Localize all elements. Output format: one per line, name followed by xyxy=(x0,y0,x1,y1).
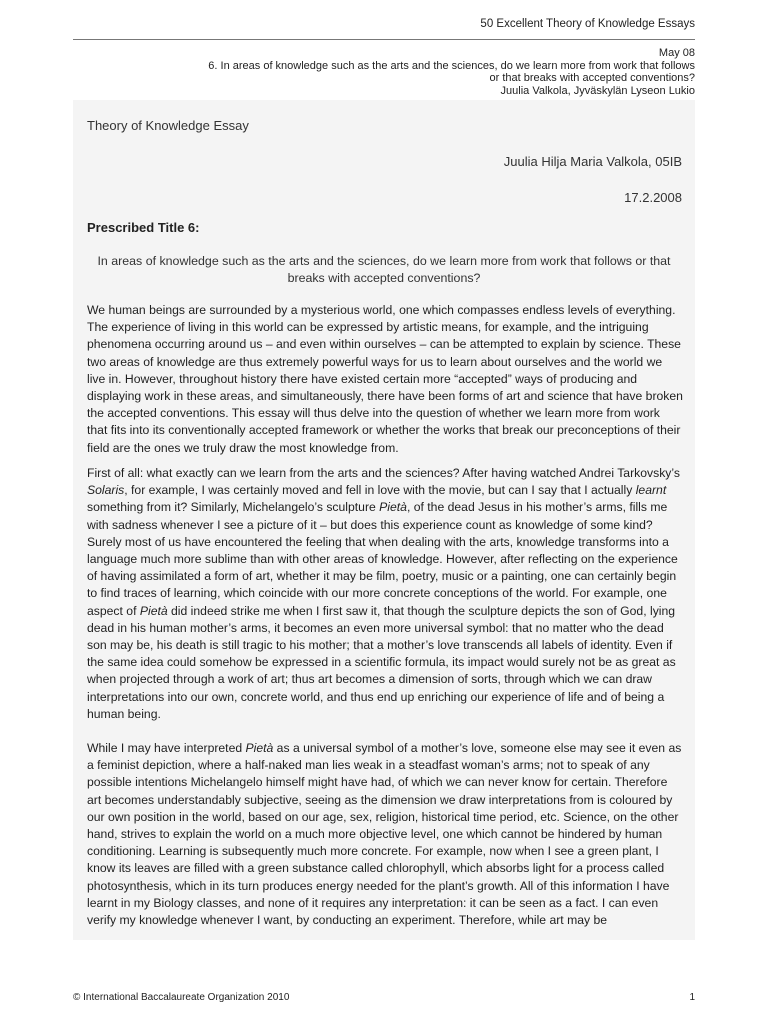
essay-question: In areas of knowledge such as the arts and the sciences, do we learn more from work that follows or that breaks with accepted conventions? xyxy=(97,254,671,285)
header-divider xyxy=(73,39,695,40)
sculpture-title: Pietà xyxy=(379,500,407,515)
text-span: First of all: what exactly can we learn from the arts and the sciences? After having watched Andrei Tarkovsky’s xyxy=(87,466,680,480)
text-span: did indeed strike me when I first saw it, that though the sculpture depicts the son of God, lying dead in his human mother’s arms, it becomes an even more universal symbol: that no matter who the dead son may be, his death is still tragic to his mother; that a mother’s love transcends all labels of identity. Even if the same idea could somehow be expressed in a scientific formula, its impact would surely not be as great as when projected through a work of art; thus art becomes a dimension of sorts, through which we can draw interpretations into our own, concrete world, and thus end up enriching our experience of life and of being a human being. xyxy=(87,603,676,721)
prescribed-title: Prescribed Title 6: xyxy=(87,220,200,235)
paragraph-1: We human beings are surrounded by a mysterious world, one which compasses endless levels of everything. The experience of living in this world can be expressed by artistic means, for example, and the intriguing phenomena occurring around us – and even within ourselves – can be attempted to explain by science. These two areas of knowledge are thus extremely powerful ways for us to learn about ourselves and the world we live in. However, throughout history there have existed certain more “accepted” ways of producing and displaying work in these areas, and simultaneously, there have been forms of art and science that have broken the accepted conventions. This essay will thus delve into the question of whether we learn more from work that fits into its conventionally accepted framework or whether the works that break our preconceptions of their field are the ones we truly draw the most knowledge from. xyxy=(87,303,683,455)
essay-author: Juulia Hilja Maria Valkola, 05IB xyxy=(503,154,682,169)
text-span: While I may have interpreted xyxy=(87,741,246,755)
session: May 08 xyxy=(658,47,695,59)
book-title: 50 Excellent Theory of Knowledge Essays xyxy=(480,18,695,30)
copyright: © International Baccalaureate Organization 2010 xyxy=(73,992,290,1003)
text-span: , of the dead Jesus in his mother’s arms, fills me with sadness whenever I see a picture of it – but does this experience count as knowledge of some kind? Surely most of us have encountered the feeling that when dealing with the arts, knowledge transforms into a language much more sublime than with other areas of knowledge. However, after reflecting on the experience of having assimilated a form of art, whether it may be film, poetry, music or a painting, one can certainly begin to find traces of learning, which coincide with our more concrete conceptions of the world. For example, one aspect of xyxy=(87,500,678,618)
text-span: , for example, I was certainly moved and fell in love with the movie, but can I say that I actually xyxy=(124,483,636,498)
text-span: as a universal symbol of a mother’s love, someone else may see it even as a feminist depiction, where a half-naked man lies weak in a steadfast woman’s arms; not to speak of any possible intentions Michelangelo himself might have had, of which we can never know for certain. Therefore art becomes understandably subjective, seeing as the dimension we draw interpretations from is coloured by our own position in the world, based on our age, sex, religion, historical time period, etc. Science, on the other hand, strives to explain the world on a much more objective level, one which cannot be hindered by human conditioning. Learning is subsequently much more concrete. For example, now when I see a green plant, I know its leaves are filled with a green substance called chlorophyll, which absorbs light for a process called photosynthesis, which in its turn produces energy needed for the plant’s growth. All of this information I have learnt in my Biology classes, and none of it requires any interpretation: it can be seen as a fact. I can even verify my knowledge whenever I want, by conducting an experiment. Therefore, while art may be xyxy=(87,741,682,928)
emphasis: learnt xyxy=(635,483,667,498)
paragraph-3 xyxy=(87,740,683,930)
sculpture-title: Pietà xyxy=(139,603,168,618)
essay-date: 17.2.2008 xyxy=(624,190,682,205)
paragraph-2 xyxy=(87,465,683,723)
text-span: something from it? Similarly, Michelangelo’s sculpture xyxy=(87,500,380,515)
essay-label: Theory of Knowledge Essay xyxy=(87,118,249,133)
page-number: 1 xyxy=(689,992,695,1003)
film-title: Solaris xyxy=(87,483,125,498)
title-line-2: or that breaks with accepted conventions? xyxy=(489,72,695,84)
sculpture-title: Pietà xyxy=(245,741,274,755)
title-line-1: 6. In areas of knowledge such as the arts and the sciences, do we learn more from work that follows xyxy=(208,59,695,72)
author-school: Juulia Valkola, Jyväskylän Lyseon Lukio xyxy=(500,84,695,97)
header-block xyxy=(135,47,695,97)
